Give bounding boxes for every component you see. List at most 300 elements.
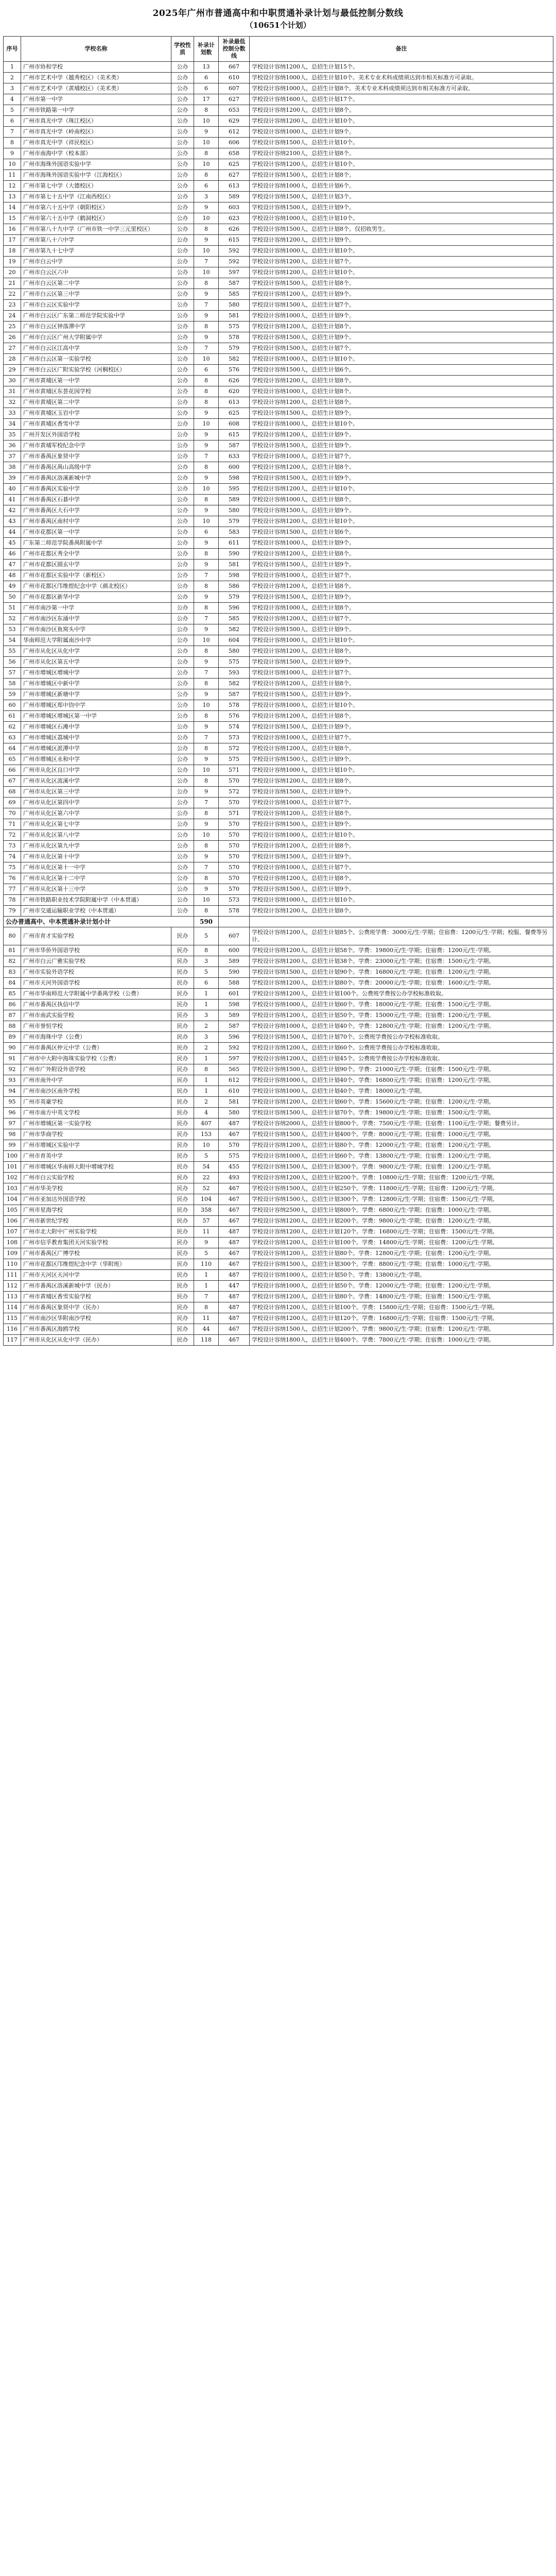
cell-note: 学校设计容纳1000人，总招生计划60个。学费：13800元/生·学期；住宿费：1200元/生·学期。 (250, 1151, 553, 1162)
cell-score: 576 (219, 711, 250, 722)
table-row (4, 1162, 553, 1173)
cell-note: 学校设计容纳1500人，总招生计划3个。 (250, 192, 553, 202)
cell-school-type: 民办 (171, 1248, 194, 1259)
cell-no: 40 (4, 484, 21, 495)
cell-score: 597 (219, 267, 250, 278)
table-row (4, 1043, 553, 1054)
cell-school-type: 公办 (171, 192, 194, 202)
cell-school-name: 广州市从化区第八中学 (21, 830, 171, 841)
cell-plan: 118 (194, 1335, 219, 1346)
cell-score: 572 (219, 787, 250, 798)
cell-plan: 9 (194, 787, 219, 798)
table-row (4, 1270, 553, 1281)
cell-plan: 5 (194, 1248, 219, 1259)
cell-no: 24 (4, 311, 21, 321)
cell-no: 33 (4, 408, 21, 419)
cell-note: 学校设计容纳1200人，总招生计划8个。 (250, 808, 553, 819)
cell-plan: 3 (194, 1010, 219, 1021)
cell-note: 学校设计容纳1500人，总招生计划9个。 (250, 202, 553, 213)
cell-plan: 10 (194, 700, 219, 711)
cell-school-name: 广州市新世纪学校 (21, 1216, 171, 1227)
cell-school-name: 广州市第七十五中学（江南西校区） (21, 192, 171, 202)
table-row (4, 1064, 553, 1075)
cell-note: 学校设计容纳1500人，总招生计划9个。 (250, 754, 553, 765)
table-row (4, 538, 553, 549)
table-row (4, 484, 553, 495)
cell-school-name: 广州市白云区广州大学附属中学 (21, 332, 171, 343)
cell-school-type: 民办 (171, 1281, 194, 1292)
cell-plan: 9 (194, 289, 219, 300)
cell-score: 579 (219, 516, 250, 527)
cell-note: 学校设计容纳1000人，总招生计划8个。美术专业术科成绩须达到市相关标准方可录取。 (250, 83, 553, 94)
cell-school-type: 公办 (171, 116, 194, 127)
cell-school-name: 广州市北大附中广州实验学校 (21, 1227, 171, 1238)
cell-school-name: 广州市南沙第一中学 (21, 603, 171, 614)
cell-school-name: 广州市白云区第三中学 (21, 289, 171, 300)
cell-school-name: 广州市第八十六中学 (21, 235, 171, 246)
cell-plan: 8 (194, 170, 219, 181)
cell-no: 79 (4, 906, 21, 917)
cell-score: 598 (219, 570, 250, 581)
cell-school-name: 广州市番禺区仲元中学（公费） (21, 1043, 171, 1054)
cell-note: 学校设计容纳1000人，总招生计划60个。学费：18000元/生·学期；住宿费：1500元/生·学期。 (250, 999, 553, 1010)
cell-note: 学校设计容纳1200人，总招生计划200个。学费：9800元/生·学期；住宿费：1200元/生·学期。 (250, 1216, 553, 1227)
cell-note: 学校设计容纳1000人，总招生计划7个。 (250, 733, 553, 743)
cell-plan: 17 (194, 94, 219, 105)
cell-no: 109 (4, 1248, 21, 1259)
table-row (4, 1313, 553, 1324)
cell-score: 625 (219, 159, 250, 170)
cell-note: 学校设计容纳1500人，总招生计划200个。学费：9800元/生·学期；住宿费：1200元/生·学期。 (250, 1324, 553, 1335)
table-header-row (4, 37, 553, 62)
cell-school-name: 广州市白云区广东第二师范学院实验中学 (21, 311, 171, 321)
cell-score: 585 (219, 614, 250, 624)
cell-no: 34 (4, 419, 21, 430)
cell-score: 581 (219, 560, 250, 570)
cell-no: 26 (4, 332, 21, 343)
cell-school-type: 民办 (171, 1043, 194, 1054)
cell-note: 学校设计容纳1200人，总招生计划60个。公费班学费按公办学校标准收取。 (250, 1043, 553, 1054)
cell-school-name: 广州市交通运输职业学校（中本贯通） (21, 906, 171, 917)
table-row (4, 462, 553, 473)
cell-no: 18 (4, 246, 21, 257)
table-row (4, 148, 553, 159)
cell-plan: 52 (194, 1183, 219, 1194)
cell-no: 32 (4, 397, 21, 408)
cell-note: 学校设计容纳1200人，总招生计划8个。 (250, 462, 553, 473)
table-row (4, 679, 553, 689)
header-plan: 补录计划数 (194, 37, 219, 62)
cell-no: 108 (4, 1238, 21, 1248)
cell-score: 590 (219, 967, 250, 978)
cell-plan: 7 (194, 614, 219, 624)
table-row (4, 999, 553, 1010)
cell-note: 学校设计容纳1200人，总招生计划10个。 (250, 516, 553, 527)
cell-score: 580 (219, 1108, 250, 1118)
cell-school-name: 广州市英豪学校 (21, 1097, 171, 1108)
cell-no: 56 (4, 657, 21, 668)
cell-note: 学校设计容纳1200人，总招生计划10个。 (250, 267, 553, 278)
cell-school-type: 公办 (171, 830, 194, 841)
cell-school-type: 公办 (171, 798, 194, 808)
cell-note: 学校设计容纳1000人，总招生计划9个。 (250, 538, 553, 549)
cell-school-type: 民办 (171, 1054, 194, 1064)
cell-no: 43 (4, 516, 21, 527)
cell-plan: 1 (194, 1054, 219, 1064)
cell-plan: 10 (194, 138, 219, 148)
cell-plan: 1 (194, 1075, 219, 1086)
cell-plan: 7 (194, 451, 219, 462)
cell-school-name: 广州市增城区第一实验学校 (21, 1118, 171, 1129)
table-row (4, 321, 553, 332)
cell-school-type: 公办 (171, 560, 194, 570)
table-row (4, 408, 553, 419)
table-row (4, 884, 553, 895)
cell-score: 467 (219, 1205, 250, 1216)
table-row (4, 332, 553, 343)
table-row (4, 473, 553, 484)
cell-note: 学校设计容纳1200人，总招生计划8个。 (250, 906, 553, 917)
table-row (4, 1075, 553, 1086)
cell-score: 580 (219, 300, 250, 311)
cell-school-type: 民办 (171, 1292, 194, 1302)
cell-plan: 57 (194, 1216, 219, 1227)
cell-school-name: 广州市增城区中新中学 (21, 679, 171, 689)
cell-note: 学校设计容纳1000人，总招生计划10个。 (250, 830, 553, 841)
cell-plan: 8 (194, 495, 219, 505)
cell-plan: 8 (194, 105, 219, 116)
cell-no: 83 (4, 967, 21, 978)
cell-note: 学校设计容纳1500人，总招生计划9个。 (250, 884, 553, 895)
cell-no: 104 (4, 1194, 21, 1205)
cell-note: 学校设计容纳1500人，总招生计划9个。 (250, 852, 553, 862)
cell-note: 学校设计容纳1500人，总招生计划90个。学费：16800元/生·学期；住宿费：1200元/生·学期。 (250, 967, 553, 978)
cell-plan: 110 (194, 1259, 219, 1270)
cell-plan: 6 (194, 73, 219, 83)
cell-no: 16 (4, 224, 21, 235)
cell-plan: 8 (194, 679, 219, 689)
cell-no: 48 (4, 570, 21, 581)
cell-score: 467 (219, 1129, 250, 1140)
cell-score: 598 (219, 999, 250, 1010)
table-row (4, 192, 553, 202)
table-row (4, 83, 553, 94)
cell-score: 467 (219, 1324, 250, 1335)
cell-school-type: 民办 (171, 1216, 194, 1227)
cell-score: 585 (219, 289, 250, 300)
cell-no: 105 (4, 1205, 21, 1216)
cell-no: 106 (4, 1216, 21, 1227)
cell-school-name: 广州市增城区增城区第一中学 (21, 711, 171, 722)
cell-note: 学校设计容纳1500人，总招生计划400个。学费：8000元/生·学期；住宿费：1000元/生·学期。 (250, 1129, 553, 1140)
header-school: 学校名称 (21, 37, 171, 62)
cell-note: 学校设计容纳1500人，总招生计划70个。公费班学费按公办学校标准收取。 (250, 1032, 553, 1043)
cell-school-name: 广州市华美学校 (21, 1183, 171, 1194)
cell-school-name: 广州市海珠中学（公费） (21, 1032, 171, 1043)
cell-plan: 7 (194, 570, 219, 581)
cell-plan: 8 (194, 945, 219, 956)
cell-score: 587 (219, 440, 250, 451)
cell-school-type: 公办 (171, 862, 194, 873)
cell-note: 学校设计容纳1200人，总招生计划120个。学费：16800元/生·学期；住宿费：1500元/生·学期。 (250, 1227, 553, 1238)
cell-score: 606 (219, 138, 250, 148)
cell-score: 570 (219, 830, 250, 841)
cell-no: 2 (4, 73, 21, 83)
cell-school-type: 公办 (171, 138, 194, 148)
table-row (4, 300, 553, 311)
cell-no: 39 (4, 473, 21, 484)
cell-plan: 8 (194, 808, 219, 819)
cell-school-name: 广州市华侨外国语学校 (21, 945, 171, 956)
cell-plan: 9 (194, 722, 219, 733)
cell-plan: 11 (194, 1313, 219, 1324)
cell-school-name: 广州市番禺区大石中学 (21, 505, 171, 516)
cell-note: 学校设计容纳1200人，总招生计划100个。学费：14800元/生·学期；住宿费：1200元/生·学期。 (250, 1238, 553, 1248)
table-row (4, 989, 553, 999)
table-row (4, 754, 553, 765)
cell-score: 626 (219, 376, 250, 386)
cell-school-name: 广州市白云实验学校 (21, 1173, 171, 1183)
cell-school-name: 广州市海珠外国语实验中学 (21, 159, 171, 170)
cell-school-type: 民办 (171, 945, 194, 956)
table-row (4, 765, 553, 776)
cell-school-name: 广州市白云区第一实验学校 (21, 354, 171, 365)
cell-score: 667 (219, 62, 250, 73)
cell-no: 30 (4, 376, 21, 386)
cell-school-type: 公办 (171, 570, 194, 581)
cell-school-name: 广州市番禺区象贤中学 (21, 451, 171, 462)
cell-plan: 10 (194, 116, 219, 127)
table-row (4, 1129, 553, 1140)
cell-no: 99 (4, 1140, 21, 1151)
cell-no: 23 (4, 300, 21, 311)
cell-score: 596 (219, 1032, 250, 1043)
cell-note: 学校设计容纳1000人，总招生计划6个。 (250, 181, 553, 192)
cell-school-type: 公办 (171, 852, 194, 862)
cell-no: 15 (4, 213, 21, 224)
table-row (4, 733, 553, 743)
table-row (4, 852, 553, 862)
cell-school-type: 公办 (171, 484, 194, 495)
cell-note: 学校设计容纳1600人，总招生计划17个。 (250, 94, 553, 105)
cell-school-type: 民办 (171, 1097, 194, 1108)
cell-plan: 8 (194, 224, 219, 235)
table-row (4, 1194, 553, 1205)
table-row (4, 73, 553, 83)
table-row (4, 906, 553, 917)
cell-plan: 9 (194, 408, 219, 419)
cell-no: 9 (4, 148, 21, 159)
cell-school-type: 公办 (171, 754, 194, 765)
cell-plan: 6 (194, 978, 219, 989)
cell-note: 学校设计容纳1200人，总招生计划8个。 (250, 873, 553, 884)
cell-school-type: 民办 (171, 1108, 194, 1118)
cell-school-type: 公办 (171, 332, 194, 343)
cell-no: 22 (4, 289, 21, 300)
cell-school-name: 广州市真光中学（岭南校区） (21, 127, 171, 138)
cell-no: 42 (4, 505, 21, 516)
cell-note: 学校设计容纳1200人，总招生计划50个。学费：15000元/生·学期；住宿费：1200元/生·学期。 (250, 1010, 553, 1021)
cell-note: 学校设计容纳1000人，总招生计划10个。 (250, 246, 553, 257)
cell-note: 学校设计容纳1200人，总招生计划8个。 (250, 743, 553, 754)
page-title: 2025年广州市普通高中和中职贯通补录计划与最低控制分数线 (152, 8, 404, 19)
cell-note: 学校设计容纳1000人，总招生计划8个。 (250, 603, 553, 614)
cell-plan: 8 (194, 397, 219, 408)
cell-plan: 10 (194, 159, 219, 170)
cell-school-type: 公办 (171, 257, 194, 267)
cell-score: 467 (219, 1194, 250, 1205)
cell-plan: 8 (194, 603, 219, 614)
cell-plan: 8 (194, 278, 219, 289)
cell-no: 1 (4, 62, 21, 73)
cell-school-type: 公办 (171, 289, 194, 300)
cell-score: 600 (219, 945, 250, 956)
cell-note: 学校设计容纳1200人，总招生计划80个。学费：12000元/生·学期；住宿费：1200元/生·学期。 (250, 1140, 553, 1151)
cell-school-name: 广州市南武实验学校 (21, 1010, 171, 1021)
cell-note: 学校设计容纳1200人，总招生计划10个。 (250, 116, 553, 127)
table-row (4, 1292, 553, 1302)
cell-plan: 9 (194, 592, 219, 603)
cell-school-type: 公办 (171, 700, 194, 711)
table-row (4, 1151, 553, 1162)
cell-note: 学校设计容纳1200人，总招生计划120个。学费：16800元/生·学期；住宿费：1500元/生·学期。 (250, 1313, 553, 1324)
cell-school-type: 公办 (171, 895, 194, 906)
cell-note: 学校设计容纳1200人，总招生计划9个。 (250, 430, 553, 440)
cell-no: 91 (4, 1054, 21, 1064)
cell-note: 学校设计容纳1500人，总招生计划6个。 (250, 365, 553, 376)
page-subtitle: （10651个计划） (245, 21, 311, 30)
cell-school-type: 公办 (171, 343, 194, 354)
cell-no: 64 (4, 743, 21, 754)
cell-school-type: 民办 (171, 1086, 194, 1097)
cell-no: 111 (4, 1270, 21, 1281)
cell-score: 467 (219, 1259, 250, 1270)
cell-score: 587 (219, 1021, 250, 1032)
cell-school-name: 广州市增城区荔城中学 (21, 733, 171, 743)
table-row (4, 1238, 553, 1248)
table-row (4, 94, 553, 105)
table-row (4, 945, 553, 956)
cell-plan: 8 (194, 1302, 219, 1313)
cell-note: 学校设计容纳1200人，总招生计划10个。 (250, 159, 553, 170)
cell-note: 学校设计容纳1200人，总招生计划80个。学费：12800元/生·学期；住宿费：1200元/生·学期。 (250, 1248, 553, 1259)
cell-plan: 10 (194, 765, 219, 776)
cell-plan: 10 (194, 246, 219, 257)
cell-plan: 1 (194, 1270, 219, 1281)
cell-score: 487 (219, 1292, 250, 1302)
cell-score: 593 (219, 668, 250, 679)
header-no: 序号 (4, 37, 21, 62)
cell-school-name: 广州市协和学校 (21, 62, 171, 73)
cell-no: 107 (4, 1227, 21, 1238)
table-row (4, 549, 553, 560)
cell-school-name: 广州市白云区六中 (21, 267, 171, 278)
cell-school-type: 民办 (171, 956, 194, 967)
cell-no: 114 (4, 1302, 21, 1313)
cell-school-name: 广州市南外中学 (21, 1075, 171, 1086)
cell-school-name: 广州市第七中学（大德校区） (21, 181, 171, 192)
cell-plan: 9 (194, 430, 219, 440)
cell-school-name: 广州市增城区派潭中学 (21, 743, 171, 754)
cell-school-type: 公办 (171, 819, 194, 830)
cell-school-type: 公办 (171, 224, 194, 235)
cell-no: 51 (4, 603, 21, 614)
cell-no: 98 (4, 1129, 21, 1140)
cell-plan: 7 (194, 733, 219, 743)
cell-school-name: 广州市黄埔区香雪实验学校 (21, 1292, 171, 1302)
cell-school-name: 广州市育才实验学校 (21, 927, 171, 945)
table-row (4, 386, 553, 397)
cell-score: 570 (219, 852, 250, 862)
cell-school-type: 民办 (171, 1194, 194, 1205)
cell-school-name: 广州市白云区实验中学 (21, 300, 171, 311)
table-row (4, 1108, 553, 1118)
cell-score: 608 (219, 419, 250, 430)
cell-school-name: 广州市南海中学（校本部） (21, 148, 171, 159)
cell-note: 学校设计容纳1500人，总招生计划9个。 (250, 722, 553, 733)
cell-no: 68 (4, 787, 21, 798)
cell-plan: 9 (194, 505, 219, 516)
cell-school-type: 公办 (171, 246, 194, 257)
cell-score: 467 (219, 1248, 250, 1259)
cell-score: 590 (219, 549, 250, 560)
cell-school-name: 广州市番禺区实验中学 (21, 484, 171, 495)
cell-plan: 2 (194, 1043, 219, 1054)
table-row (4, 170, 553, 181)
cell-no: 49 (4, 581, 21, 592)
cell-score: 615 (219, 430, 250, 440)
cell-score: 589 (219, 495, 250, 505)
cell-school-type: 公办 (171, 202, 194, 213)
cell-note: 学校设计容纳1200人，总招生计划10个。 (250, 484, 553, 495)
cell-note: 学校设计容纳1200人，总招生计划80个。学费：20000元/生·学期；住宿费：1600元/生·学期。 (250, 978, 553, 989)
cell-score: 487 (219, 1313, 250, 1324)
cell-school-type: 公办 (171, 495, 194, 505)
cell-score: 575 (219, 657, 250, 668)
cell-school-name: 广州市从化区第十中学 (21, 852, 171, 862)
cell-plan: 10 (194, 484, 219, 495)
cell-note: 学校设计容纳1500人，总招生计划7个。 (250, 343, 553, 354)
cell-no: 95 (4, 1097, 21, 1108)
cell-note: 学校设计容纳1000人，总招生计划7个。 (250, 570, 553, 581)
cell-note: 学校设计容纳1000人，总招生计划10个。 (250, 700, 553, 711)
cell-school-name: 广州市海珠外国语实验中学（江海校区） (21, 170, 171, 181)
cell-no: 101 (4, 1162, 21, 1173)
cell-no: 116 (4, 1324, 21, 1335)
cell-no: 80 (4, 927, 21, 945)
cell-plan: 8 (194, 376, 219, 386)
cell-score: 578 (219, 906, 250, 917)
table-row (4, 1248, 553, 1259)
cell-plan: 1 (194, 989, 219, 999)
table-row (4, 1021, 553, 1032)
cell-note: 学校设计容纳1000人，总招生计划10个。 (250, 895, 553, 906)
header-note: 备注 (250, 37, 553, 62)
cell-school-type: 民办 (171, 1021, 194, 1032)
cell-no: 66 (4, 765, 21, 776)
cell-score: 576 (219, 365, 250, 376)
cell-score: 578 (219, 332, 250, 343)
cell-school-name: 广州市亚加达外国语学校 (21, 1194, 171, 1205)
cell-no: 97 (4, 1118, 21, 1129)
cell-note: 学校设计容纳1500人，总招生计划8个。仅招收男生。 (250, 224, 553, 235)
table-row (4, 646, 553, 657)
table-row (4, 798, 553, 808)
cell-score: 575 (219, 754, 250, 765)
cell-score: 571 (219, 808, 250, 819)
cell-school-name: 广州市艺术中学（越秀校区）（美术类） (21, 73, 171, 83)
cell-no: 112 (4, 1281, 21, 1292)
